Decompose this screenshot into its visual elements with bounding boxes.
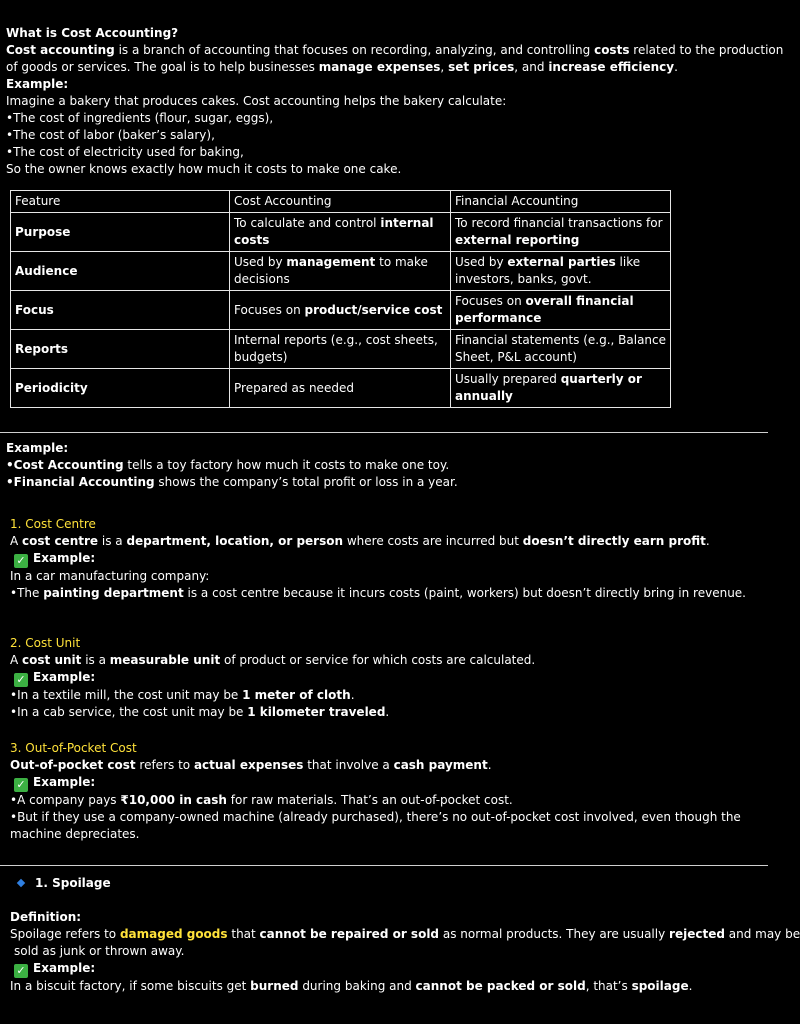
- accounting-comparison-example: [0, 440, 774, 491]
- example-label: ✓ Example:: [10, 960, 778, 978]
- section-heading: What is Cost Accounting?: [6, 26, 179, 40]
- table-cell-cost-accounting: [230, 252, 451, 291]
- example-conclusion: So the owner knows exactly how much it costs to make one cake.: [6, 162, 402, 176]
- cell-text: To calculate and control: [234, 216, 381, 230]
- cell-text: Internal reports (e.g., cost sheets,: [234, 333, 438, 347]
- cell-text: performance: [455, 311, 542, 325]
- example-label: Example:: [6, 441, 69, 455]
- cell-text: Usually prepared: [455, 372, 561, 386]
- cell-text: external reporting: [455, 233, 580, 247]
- cell-text: management: [286, 255, 376, 269]
- cell-text: To record financial transactions for: [455, 216, 663, 230]
- cell-text: quarterly or: [560, 372, 642, 386]
- cell-text: overall financial: [525, 294, 634, 308]
- list-item: •The cost of ingredients (flour, sugar, eggs),: [6, 111, 274, 125]
- table-cell-feature: Purpose: [11, 213, 230, 252]
- table-header-cell: Financial Accounting: [451, 191, 671, 213]
- cell-text: costs: [234, 233, 270, 247]
- definition-line: A cost unit is a measurable unit of product or service for which costs are calculated.: [10, 653, 536, 667]
- example-label: ✓ Example:: [10, 550, 778, 568]
- table-row: [11, 369, 671, 408]
- section-heading: 1. Cost Centre: [10, 517, 96, 531]
- spacer: [10, 892, 778, 909]
- check-icon: ✓: [14, 778, 28, 792]
- definition-line: Cost accounting is a branch of accounting that focuses on recording, analyzing, and controlling costs related to the production: [6, 43, 784, 57]
- spoilage-section: [0, 875, 800, 995]
- section-heading: 3. Out-of-Pocket Cost: [10, 741, 137, 755]
- table-header-cell: Feature: [11, 191, 230, 213]
- table-cell-cost-accounting: [230, 369, 451, 408]
- cell-text: product/service cost: [304, 302, 443, 317]
- table-cell-financial-accounting: [451, 291, 671, 330]
- cell-text: external parties: [507, 255, 616, 269]
- cell-text: Financial statements (e.g., Balance: [455, 333, 667, 347]
- section-heading: 1. Spoilage: [10, 875, 778, 892]
- example-label: Example:: [6, 77, 69, 91]
- list-item-continuation: machine depreciates.: [10, 827, 140, 841]
- table-cell-financial-accounting: [451, 369, 671, 408]
- cell-text: Prepared as needed: [234, 380, 354, 395]
- list-item: •Financial Accounting shows the company’s total profit or loss in a year.: [6, 475, 458, 489]
- cell-text: Sheet, P&L account): [455, 350, 577, 364]
- list-item: •The cost of labor (baker’s salary),: [6, 128, 215, 142]
- check-icon: ✓: [14, 964, 28, 978]
- table-cell-cost-accounting: [230, 330, 451, 369]
- definition-line-2: of goods or services. The goal is to help businesses manage expenses, set prices, and increase efficiency.: [6, 60, 678, 74]
- table-cell-financial-accounting: [451, 330, 671, 369]
- definition-continuation: sold as junk or thrown away.: [14, 944, 185, 958]
- cell-text: Used by: [455, 255, 508, 269]
- example-text: In a biscuit factory, if some biscuits get burned during baking and cannot be packed or sold, that’s spoilage.: [10, 979, 693, 993]
- table-cell-feature: Periodicity: [11, 369, 230, 408]
- divider: [0, 432, 768, 433]
- cell-text: Focuses on: [455, 294, 526, 308]
- list-item: •The painting department is a cost centre because it incurs costs (paint, workers) but doesn’t directly bring in revenue.: [10, 586, 746, 600]
- table-cell-financial-accounting: [451, 252, 671, 291]
- example-label: ✓ Example:: [10, 774, 778, 792]
- table-row: [11, 330, 671, 369]
- list-item: •The cost of electricity used for baking,: [6, 145, 244, 159]
- table-cell-financial-accounting: [451, 213, 671, 252]
- cell-text: Used by: [234, 255, 287, 269]
- list-item: •In a cab service, the cost unit may be 1 kilometer traveled.: [10, 705, 390, 719]
- cost-accounting-intro: [0, 25, 784, 178]
- table-header-row: [11, 191, 671, 213]
- table-row: [11, 291, 671, 330]
- cell-text: annually: [455, 389, 513, 403]
- divider: [0, 865, 768, 866]
- table-row: [11, 252, 671, 291]
- table-cell-cost-accounting: [230, 213, 451, 252]
- definition-line: Out-of-pocket cost refers to actual expenses that involve a cash payment.: [10, 758, 492, 772]
- list-item: •But if they use a company-owned machine (already purchased), there’s no out-of-pocket cost involved, even though the: [10, 810, 741, 824]
- example-text: In a car manufacturing company:: [10, 569, 210, 583]
- table-cell-cost-accounting: [230, 291, 451, 330]
- definition-line: Spoilage refers to damaged goods that cannot be repaired or sold as normal products. They are usually rejected and may be: [10, 927, 800, 941]
- cell-text: decisions: [234, 272, 290, 286]
- list-item: •In a textile mill, the cost unit may be 1 meter of cloth.: [10, 688, 355, 702]
- cell-text: internal: [380, 216, 434, 230]
- example-label: ✓ Example:: [10, 669, 778, 687]
- check-icon: ✓: [14, 673, 28, 687]
- cell-text: like: [615, 255, 641, 269]
- definition-line: A cost centre is a department, location, or person where costs are incurred but doesn’t directly earn profit.: [10, 534, 710, 548]
- table-header-cell: Cost Accounting: [230, 191, 451, 213]
- out-of-pocket-section: [0, 740, 778, 843]
- blue-diamond-icon: [17, 879, 25, 887]
- cell-text: budgets): [234, 350, 288, 364]
- table-cell-feature: Focus: [11, 291, 230, 330]
- check-icon: ✓: [14, 554, 28, 568]
- cost-centre-section: [0, 516, 778, 602]
- cost-unit-section: [0, 635, 778, 721]
- table-cell-feature: Audience: [11, 252, 230, 291]
- table-cell-feature: Reports: [11, 330, 230, 369]
- section-heading: 2. Cost Unit: [10, 636, 81, 650]
- cell-text: Focuses on: [234, 302, 305, 317]
- comparison-table: [10, 190, 671, 408]
- example-text: Imagine a bakery that produces cakes. Cost accounting helps the bakery calculate:: [6, 94, 507, 108]
- cell-text: to make: [375, 255, 428, 269]
- list-item: •Cost Accounting tells a toy factory how much it costs to make one toy.: [6, 458, 450, 472]
- cell-text: investors, banks, govt.: [455, 272, 592, 286]
- table-row: [11, 213, 671, 252]
- definition-label: Definition:: [10, 910, 82, 924]
- list-item: •A company pays ₹10,000 in cash for raw materials. That’s an out-of-pocket cost.: [10, 793, 513, 807]
